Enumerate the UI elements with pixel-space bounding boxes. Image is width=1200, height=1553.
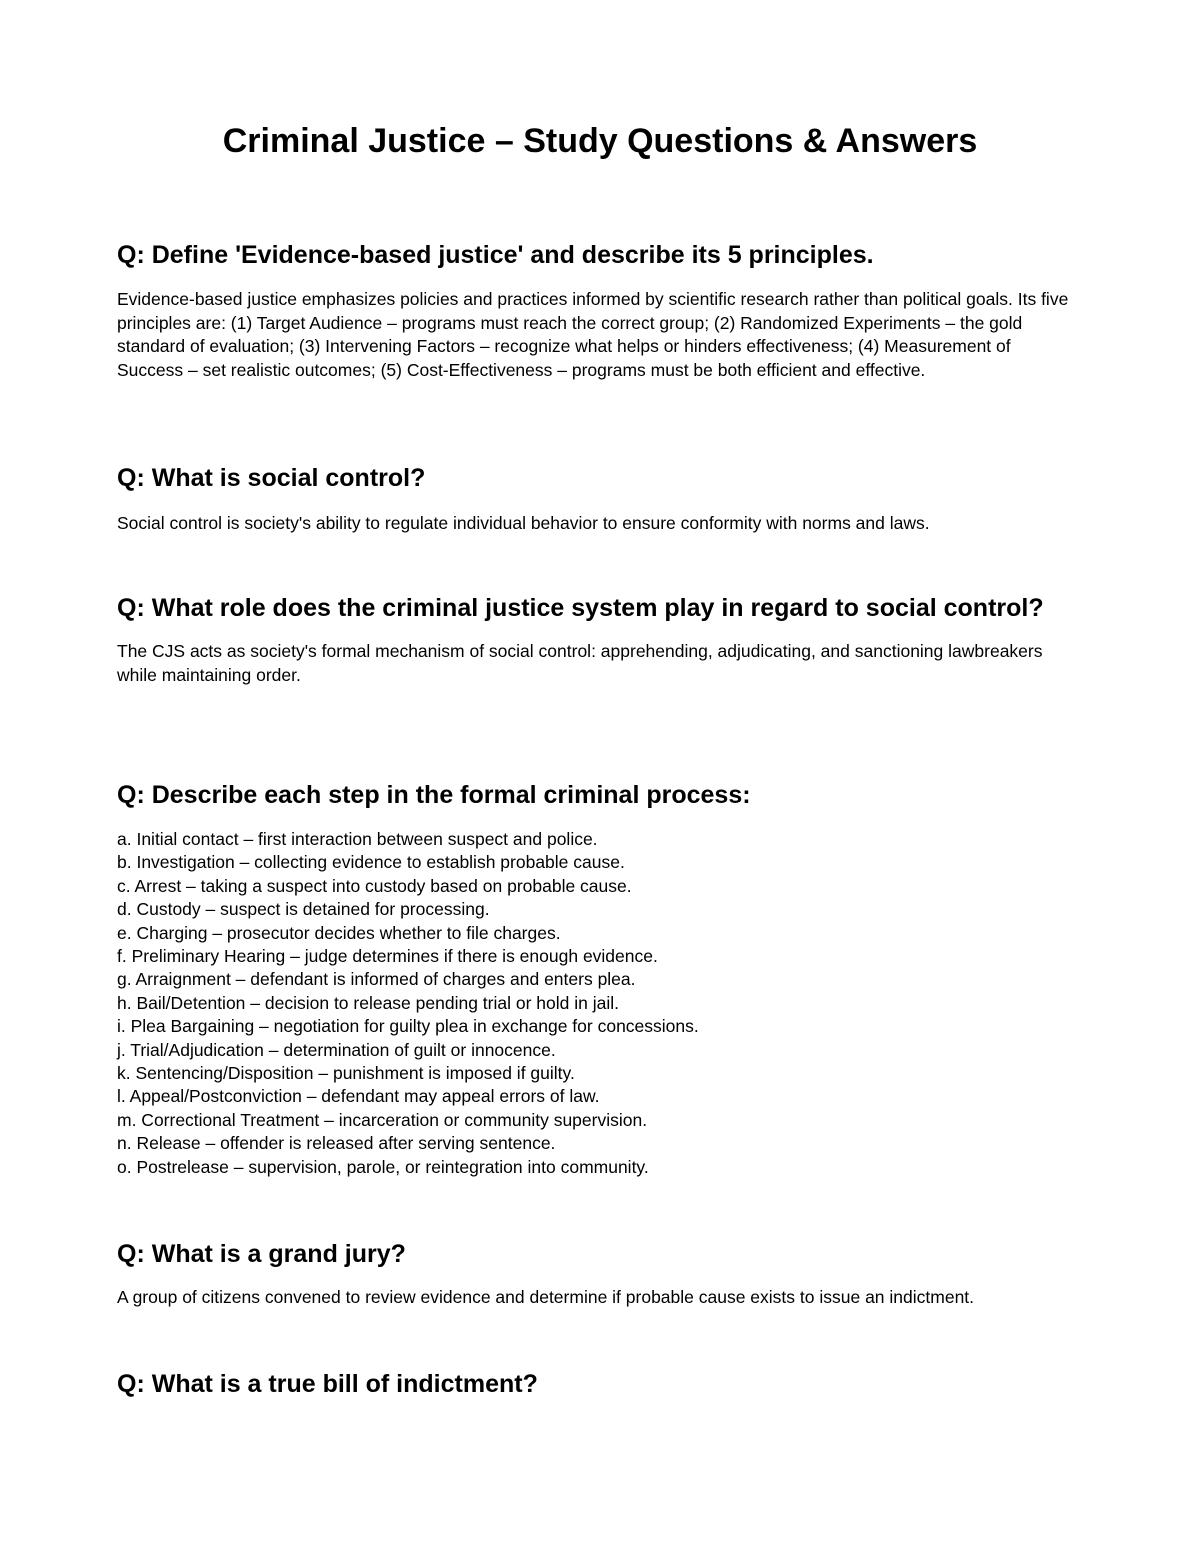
qa-section-true-bill xyxy=(117,1366,1077,1402)
answer-text: A group of citizens convened to review evidence and determine if probable cause exists to issue an indictment. xyxy=(117,1287,975,1307)
question-heading: Q: Define 'Evidence-based justice' and describe its 5 principles. xyxy=(117,241,874,269)
qa-section-social-control xyxy=(117,460,1077,536)
process-step: h. Bail/Detention – decision to release pending trial or hold in jail. xyxy=(117,992,619,1013)
question-heading: Q: What is a grand jury? xyxy=(117,1240,406,1268)
question-heading: Q: What is social control? xyxy=(117,464,426,492)
answer-text: Evidence-based justice emphasizes policies and practices informed by scientific research rather than political goals. Its five principles are: (1) Target Audience – programs must reach the correct group; (2) Randomized Experiments – the gold standard of evaluation; (3) Intervening Factors – recognize what helps or hinders effectiveness; (4) Measurement of Success – set realistic outcomes; (5) Cost-Effectiveness – programs must be both efficient and effective. xyxy=(117,289,1069,380)
qa-section-evidence-based-justice xyxy=(117,237,1077,382)
question-heading: Q: What role does the criminal justice system play in regard to social control? xyxy=(117,594,1044,622)
question-heading: Q: Describe each step in the formal criminal process: xyxy=(117,781,751,809)
process-step: d. Custody – suspect is detained for processing. xyxy=(117,899,490,920)
process-step: f. Preliminary Hearing – judge determines if there is enough evidence. xyxy=(117,946,658,967)
process-step: k. Sentencing/Disposition – punishment is imposed if guilty. xyxy=(117,1063,575,1084)
question-heading: Q: What is a true bill of indictment? xyxy=(117,1370,538,1398)
process-step: n. Release – offender is released after serving sentence. xyxy=(117,1133,556,1154)
qa-section-criminal-process xyxy=(117,777,1077,1179)
page-title: Criminal Justice – Study Questions & Answers xyxy=(222,122,978,160)
process-step: l. Appeal/Postconviction – defendant may appeal errors of law. xyxy=(117,1086,600,1107)
process-step: b. Investigation – collecting evidence to establish probable cause. xyxy=(117,852,625,873)
process-step: m. Correctional Treatment – incarceration or community supervision. xyxy=(117,1109,648,1130)
answer-text: The CJS acts as society's formal mechanism of social control: apprehending, adjudicating, and sanctioning lawbreakers while maintaining order. xyxy=(117,641,1043,685)
process-step: c. Arrest – taking a suspect into custody based on probable cause. xyxy=(117,875,632,896)
process-step: g. Arraignment – defendant is informed of charges and enters plea. xyxy=(117,969,636,990)
process-step: e. Charging – prosecutor decides whether to file charges. xyxy=(117,922,561,943)
process-step: a. Initial contact – first interaction between suspect and police. xyxy=(117,829,598,849)
qa-section-cjs-role xyxy=(117,590,1077,687)
process-step: o. Postrelease – supervision, parole, or reintegration into community. xyxy=(117,1156,649,1177)
process-step: i. Plea Bargaining – negotiation for guilty plea in exchange for concessions. xyxy=(117,1016,699,1037)
qa-section-grand-jury xyxy=(117,1236,1077,1310)
process-step: j. Trial/Adjudication – determination of guilt or innocence. xyxy=(117,1039,556,1060)
answer-text: Social control is society's ability to regulate individual behavior to ensure conformity with norms and laws. xyxy=(117,513,930,533)
process-steps-list xyxy=(117,828,1077,1179)
